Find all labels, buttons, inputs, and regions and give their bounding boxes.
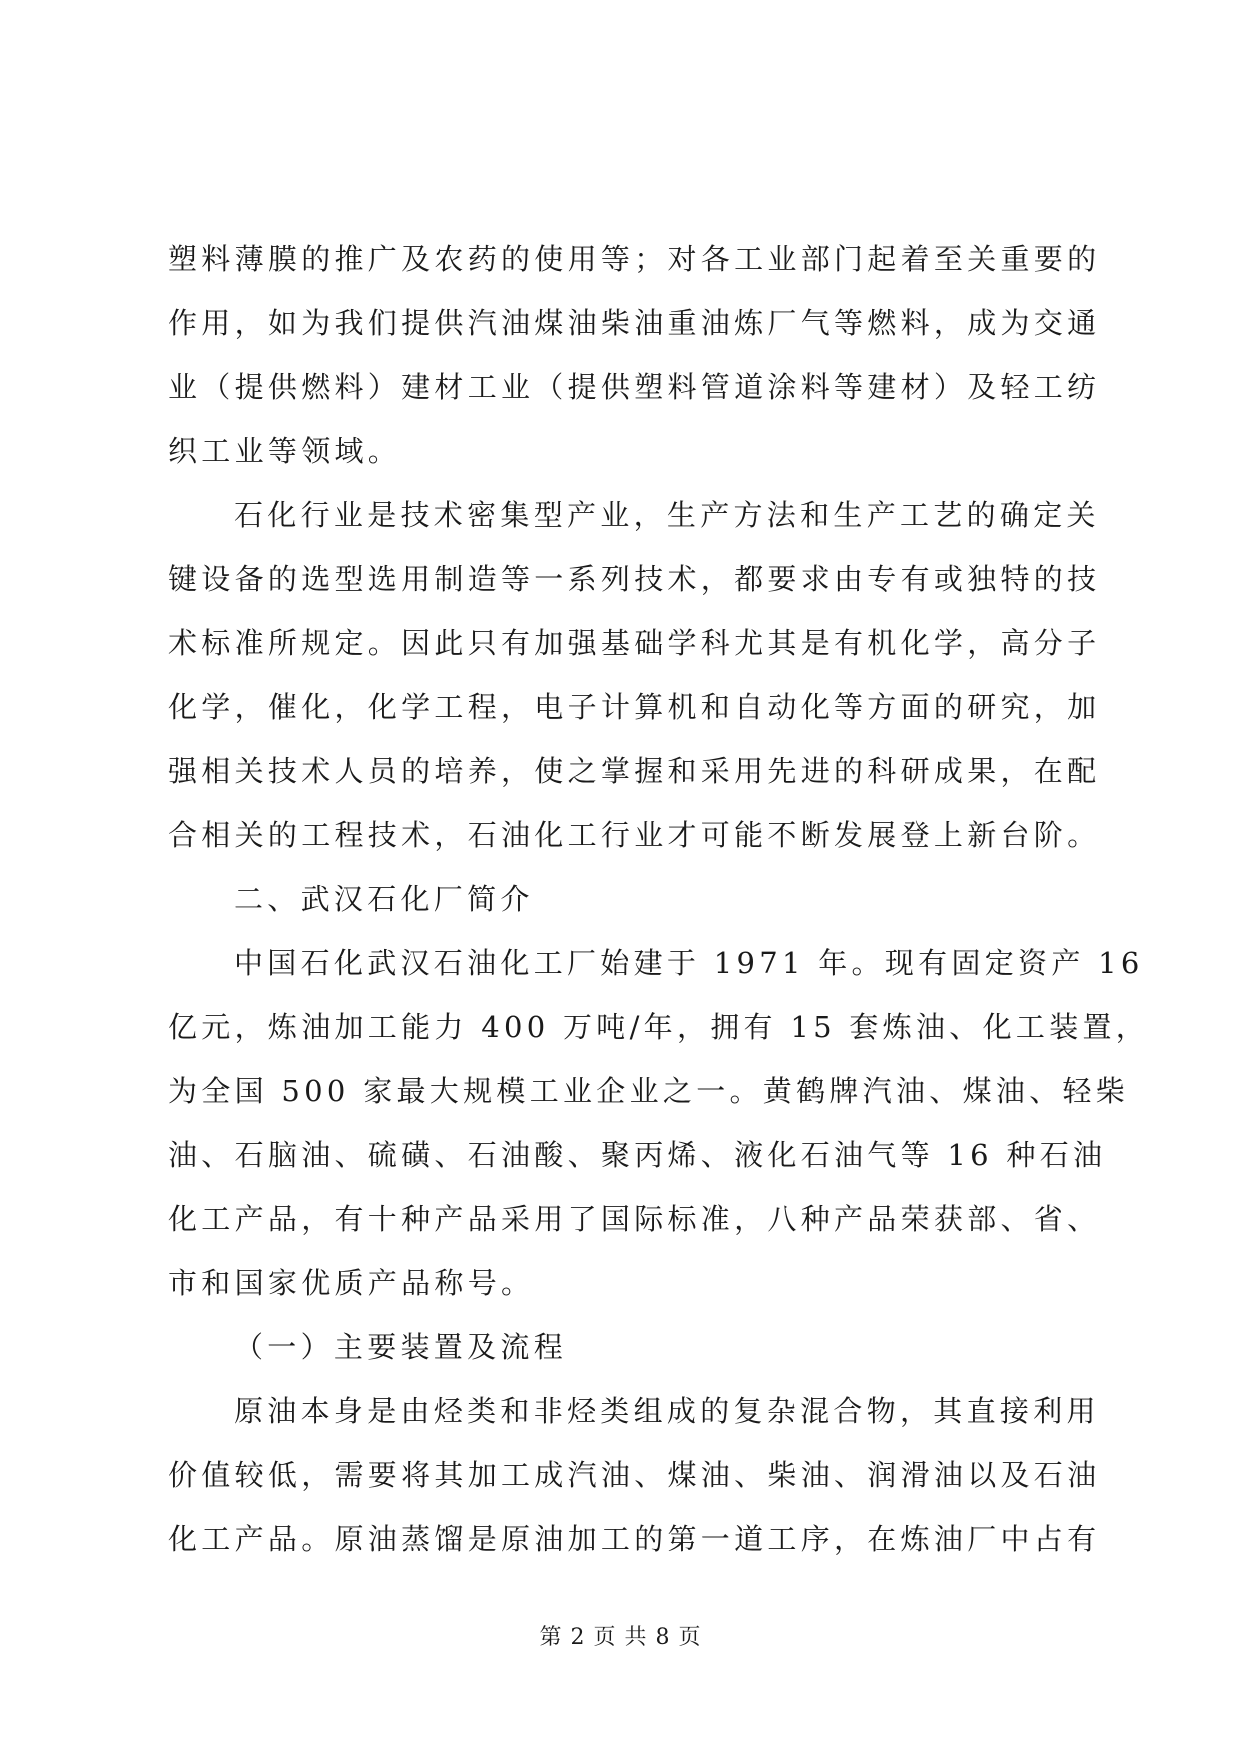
text-line: 作用，如为我们提供汽油煤油柴油重油炼厂气等燃料，成为交通: [168, 306, 1101, 340]
text-line: 化学，催化，化学工程，电子计算机和自动化等方面的研究，加: [168, 690, 1101, 724]
text-line: 中国石化武汉石油化工厂始建于 1971 年。现有固定资产 16: [234, 946, 1144, 980]
text-line: 织工业等领域。: [168, 434, 402, 468]
text-line: 强相关技术人员的培养，使之掌握和采用先进的科研成果，在配: [168, 754, 1101, 788]
subsection-heading: （一）主要装置及流程: [234, 1330, 568, 1364]
text-line: 石化行业是技术密集型产业，生产方法和生产工艺的确定关: [234, 498, 1100, 532]
page-number: 第 2 页 共 8 页: [539, 1625, 702, 1650]
page-footer: [0, 1620, 1241, 1651]
text-line: 亿元，炼油加工能力 400 万吨/年，拥有 15 套炼油、化工装置，: [168, 1010, 1150, 1044]
text-line: 油、石脑油、硫磺、石油酸、聚丙烯、液化石油气等 16 种石油: [168, 1138, 1107, 1172]
text-line: 化工产品。原油蒸馏是原油加工的第一道工序，在炼油厂中占有: [168, 1522, 1101, 1556]
text-line: 合相关的工程技术，石油化工行业才可能不断发展登上新台阶。: [168, 818, 1101, 852]
text-line: 术标准所规定。因此只有加强基础学科尤其是有机化学，高分子: [168, 626, 1101, 660]
text-line: 化工产品，有十种产品采用了国际标准，八种产品荣获部、省、: [168, 1202, 1101, 1236]
text-line: 键设备的选型选用制造等一系列技术，都要求由专有或独特的技: [168, 562, 1101, 596]
text-line: 为全国 500 家最大规模工业企业之一。黄鹤牌汽油、煤油、轻柴: [168, 1074, 1130, 1108]
text-line: 原油本身是由烃类和非烃类组成的复杂混合物，其直接利用: [234, 1394, 1100, 1428]
text-line: 市和国家优质产品称号。: [168, 1266, 535, 1300]
text-line: 业（提供燃料）建材工业（提供塑料管道涂料等建材）及轻工纺: [168, 370, 1101, 404]
section-heading: 二、武汉石化厂简介: [234, 882, 534, 916]
text-line: 价值较低，需要将其加工成汽油、煤油、柴油、润滑油以及石油: [168, 1458, 1101, 1492]
text-line: 塑料薄膜的推广及农药的使用等；对各工业部门起着至关重要的: [168, 242, 1101, 276]
body-text: [168, 227, 1150, 1571]
